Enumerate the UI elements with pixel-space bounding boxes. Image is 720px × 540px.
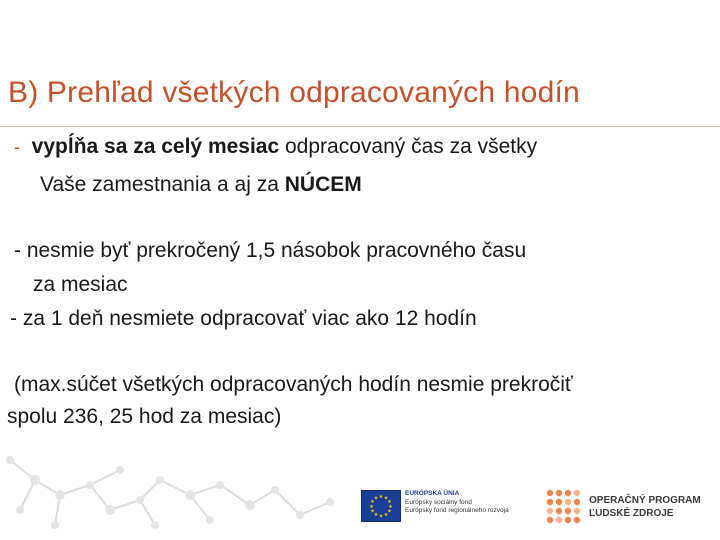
svg-text:★: ★: [378, 513, 384, 520]
oplz-line-1: OPERAČNÝ PROGRAM: [589, 495, 701, 506]
eu-flag-icon: [361, 490, 401, 522]
page-title: B) Prehľad všetkých odpracovaných hodín: [8, 76, 580, 109]
bullet-1-bold: vypĺňa sa za celý mesiac: [31, 135, 280, 158]
bullet-1-rest: odpracovaný čas za všetky: [279, 135, 538, 158]
svg-text:★: ★: [378, 494, 384, 500]
svg-text:★: ★: [373, 512, 379, 518]
bullet-1-line-2: [40, 173, 362, 197]
svg-text:★: ★: [387, 499, 392, 505]
bullet-2-line-2: za mesiac: [33, 273, 128, 296]
svg-text:★: ★: [373, 495, 379, 502]
eu-union-label: EURÓPSKA ÚNIA: [405, 490, 460, 497]
svg-text:★: ★: [388, 504, 393, 510]
svg-text:★: ★: [383, 512, 389, 518]
svg-text:★: ★: [370, 508, 375, 515]
oplz-text: [589, 494, 701, 520]
bullet-dash: -: [14, 137, 20, 157]
bullet-2-line-1: - nesmie byť prekročený 1,5 násobok pracovného času: [14, 239, 527, 262]
svg-text:★: ★: [370, 499, 375, 505]
svg-text:★: ★: [383, 495, 389, 502]
erdf-label: Európsky fond regionálneho rozvoja: [405, 507, 509, 514]
bullet-3: - za 1 deň nesmiete odpracovať viac ako 12 hodín: [10, 307, 477, 330]
bullet-1-line-1: [14, 135, 537, 159]
eu-logo: [361, 490, 541, 522]
bullet-1-line-2-bold: NÚCEM: [284, 173, 362, 196]
oplz-logo: [545, 488, 715, 524]
note-line-1: (max.súčet všetkých odpracovaných hodín nesmie prekročiť: [14, 373, 573, 396]
molecule-decoration-icon: [0, 440, 360, 540]
eu-logo-text: [405, 490, 509, 516]
oplz-logo-icon: [545, 488, 581, 524]
svg-text:★: ★: [387, 508, 392, 515]
oplz-line-2: ĽUDSKÉ ZDROJE: [589, 508, 674, 519]
title-divider: [0, 126, 720, 127]
esf-label: Európsky sociálny fond: [405, 498, 472, 506]
note-line-2: spolu 236, 25 hod za mesiac): [7, 405, 282, 428]
bullet-1-line-2-text: Vaše zamestnania a aj za: [40, 173, 285, 196]
svg-text:★: ★: [369, 504, 374, 510]
